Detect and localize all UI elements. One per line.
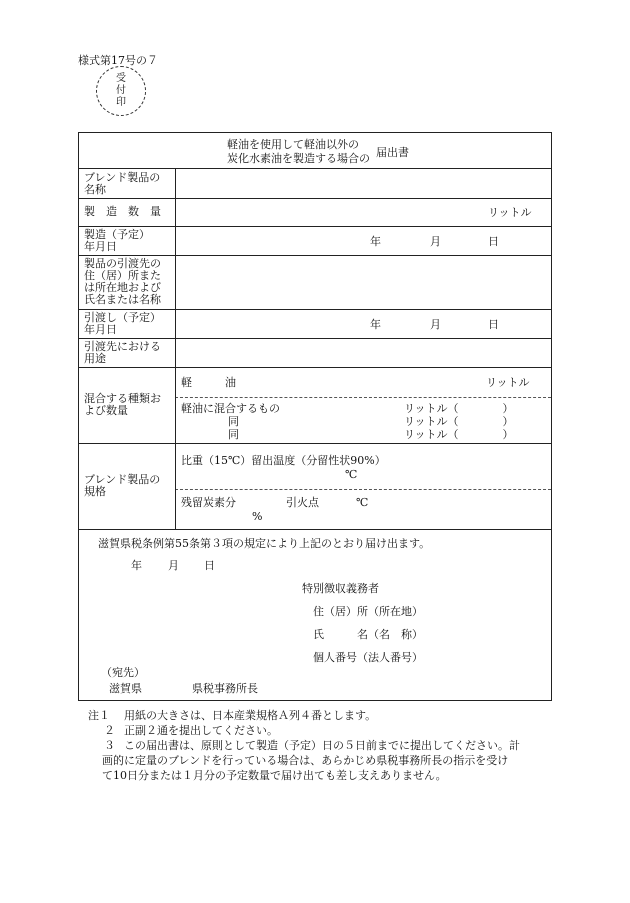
quantity-unit: リットル [488,206,532,219]
row-divider [78,367,551,368]
declaration-day: 日 [204,559,215,572]
mix-diesel-unit: リットル [486,376,530,389]
note-2-text: 正副２通を提出してください。 [124,724,278,737]
label-spec: ブレンド製品の 規格 [84,473,161,498]
row-divider [78,198,551,199]
row-divider [78,443,551,444]
column-divider [175,168,176,529]
row-divider [78,168,551,169]
manufacture-month: 月 [430,235,441,248]
stamp-char: 付 [116,85,126,96]
mix-liter: リットル（ ） [404,428,514,441]
mix-diesel: 軽 油 [181,376,236,389]
stamp-char: 受 [116,73,126,84]
label-mix: 混合する種類お よび数量 [84,392,161,417]
addressee-office: 県税事務所長 [192,682,258,695]
spec-celsius: ℃ [345,468,358,481]
mix-mixed-with: 軽油に混合するもの [181,402,280,415]
mix-same: 同 [228,415,239,428]
mix-same: 同 [228,428,239,441]
addressee-prefecture: 滋賀県 [109,682,142,695]
manufacture-year: 年 [370,235,381,248]
row-divider [78,255,551,256]
mix-liter: リットル（ ） [404,415,514,428]
label-quantity: 製 造 数 量 [84,205,161,218]
declaration-month: 月 [168,559,179,572]
note-3-line1: この届出書は、原則として製造（予定）日の５日前までに提出してください。計 [124,739,520,752]
declaration-personal-number: 個人番号（法人番号） [313,651,423,664]
row-divider [78,529,551,530]
label-usage: 引渡先における 用途 [84,340,161,365]
note-3-line2: 画的に定量のブレンドを行っている場合は、あらかじめ県税事務所長の指示を受け [102,754,509,767]
row-divider [78,338,551,339]
spec-flash-point: 引火点 [286,496,319,509]
spec-percent: % [252,510,263,523]
title-suffix: 届出書 [376,146,409,159]
label-product-name: ブレンド製品の 名称 [84,171,161,196]
title-line1: 軽油を使用して軽油以外の [227,138,359,151]
row-divider [78,226,551,227]
stamp-char: 印 [116,97,126,108]
row-divider [78,309,551,310]
spec-carbon-residue: 残留炭素分 [181,496,236,509]
spec-gravity: 比重（15℃）留出温度（分留性状90%） [181,454,386,467]
declaration-statement: 滋賀県税条例第55条第３項の規定により上記のとおり届け出ます。 [98,537,431,550]
dashed-divider [175,397,551,398]
label-delivery-date: 引渡し（予定） 年月日 [84,311,161,336]
declaration-address: 住（居）所（所在地） [313,605,423,618]
note-1-text: 用紙の大きさは、日本産業規格Ａ列４番とします。 [124,709,377,722]
label-recipient: 製品の引渡先の 住（居）所また は所在地および 氏名または名称 [84,257,161,306]
delivery-month: 月 [430,318,441,331]
form-number: 様式第17号の７ [78,54,158,67]
delivery-day: 日 [488,318,499,331]
delivery-year: 年 [370,318,381,331]
label-manufacture-date: 製造（予定） 年月日 [84,228,150,253]
note-1-number: 注１ [88,709,110,722]
note-3-number: ３ [104,739,115,752]
declaration-year: 年 [131,559,142,572]
mix-liter: リットル（ ） [404,402,514,415]
title-line2: 炭化水素油を製造する場合の [227,152,370,165]
manufacture-day: 日 [488,235,499,248]
declaration-obligor: 特別徴収義務者 [302,582,379,595]
note-3-line3: て10日分または１月分の予定数量で届け出ても差し支えありません。 [102,769,447,782]
dashed-divider [175,489,551,490]
reception-stamp [96,66,146,116]
declaration-name: 氏 名（名 称） [313,628,423,641]
addressee-label: （宛先） [101,666,145,679]
spec-flash-unit: ℃ [356,496,369,509]
note-2-number: ２ [104,724,115,737]
